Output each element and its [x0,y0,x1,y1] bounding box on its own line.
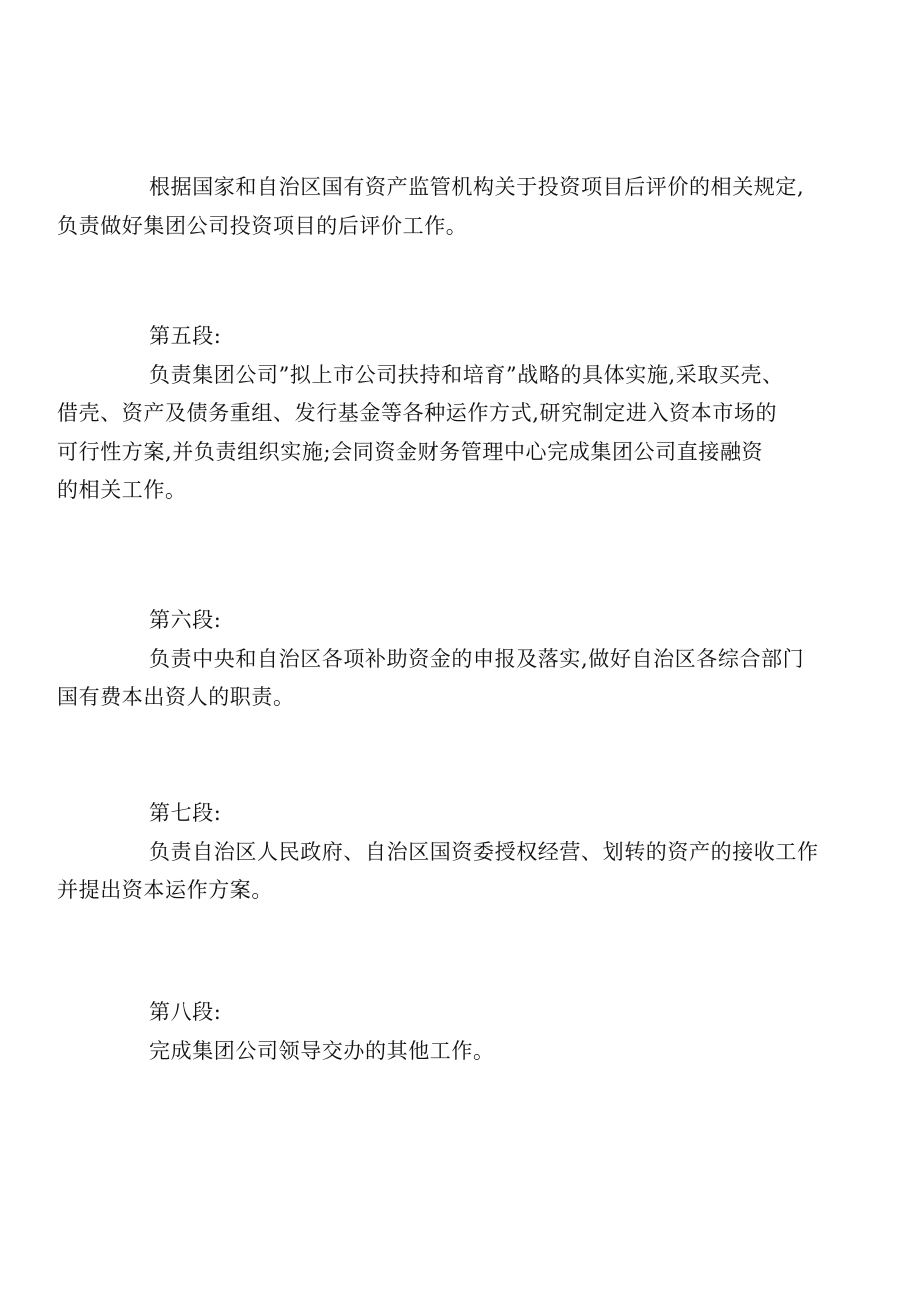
section-paragraph [57,640,823,717]
section-paragraph [57,356,823,510]
paragraph-line: 根据国家和自治区国有资产监管机构关于投资项目后评价的相关规定, [149,175,805,199]
paragraph-line: 可行性方案,并负责组织实施;会同资金财务管理中心完成集团公司直接融资 [57,439,764,464]
section-paragraph [57,833,823,910]
intro-block [57,168,823,245]
section-heading: 第八段: [149,1000,222,1024]
paragraph-line: 负责做好集团公司投资项目的后评价工作。 [57,213,468,238]
section-6-block [57,601,823,717]
paragraph-line: 并提出资本运作方案。 [57,878,273,902]
paragraph-line: 完成集团公司领导交办的其他工作。 [149,1038,495,1063]
section-7-block [57,794,823,910]
paragraph-line: 负责中央和自治区各项补助资金的申报及落实,做好自治区各综合部门 [149,646,805,671]
paragraph-line: 借壳、资产及债务重组、发行基金等各种运作方式,研究制定进入资本市场的 [57,401,778,425]
paragraph-line: 负责集团公司”拟上市公司扶持和培育”战略的具体实施,采取买壳、 [149,362,784,387]
paragraph-line: 的相关工作。 [57,478,187,502]
paragraph-line: 国有费本出资人的职责。 [57,685,295,709]
section-heading: 第七段: [149,801,222,825]
paragraph-line: 负责自治区人民政府、自治区国资委授权经营、划转的资产的接收工作 [149,839,819,864]
section-heading: 第五段: [149,324,222,348]
section-8-block [103,993,823,1070]
intro-paragraph [57,168,823,245]
section-heading: 第六段: [149,608,222,632]
section-paragraph [103,1032,823,1071]
section-5-block [57,317,823,510]
